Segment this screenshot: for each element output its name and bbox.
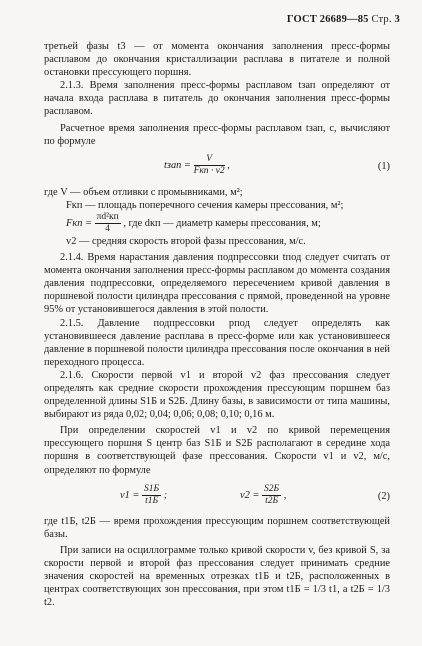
page-body — [44, 40, 390, 609]
formula-2-tail: , — [283, 489, 287, 501]
formula-1 — [44, 150, 390, 184]
formula-2-v2-fraction — [262, 484, 281, 507]
formula-2-second — [240, 484, 286, 507]
definition-speed: v2 — средняя скорость второй фазы прессования, м/с. — [66, 235, 306, 247]
formula-1-denominator: Fкп · v2 — [193, 165, 225, 176]
formula-2-v1-denominator: t1Б — [145, 495, 159, 506]
formula-2-v1-fraction — [142, 484, 161, 507]
paragraph-2-1-5: 2.1.5. Давление подпрессовки pпод следует определять как установившееся давление расплава в пресс-форме или как установившееся давление в поршневой полости цилиндра прессования после окончания в ней переходного процесса. — [44, 317, 390, 368]
page-header — [287, 14, 400, 25]
paragraph-2-1-3: 2.1.3. Время заполнения пресс-формы расплавом tзап определяют от начала входа расплава в питатель до окончания заполнения пресс-формы расплавом. — [44, 80, 390, 118]
formula-2-v2-lhs: v2 = — [240, 489, 260, 501]
area-formula-rest: , где dкп — диаметр камеры прессования, м; — [123, 217, 321, 229]
paragraph-oscillogram: При записи на осциллограмме только кривой скорости v, без кривой S, за скорости первой и второй фаз прессования следует принимать средние значения скоростей на временных отрезках t1Б и t2Б, расположенных в центрах соответствующих зон прессования, при этом t1Б = 1/3 t1, а t2Б = 1/3 t2. — [44, 544, 390, 609]
area-formula-numerator: πd²кп — [96, 211, 119, 222]
area-formula-lhs: Fкп = — [66, 217, 93, 229]
formula-2 — [44, 480, 390, 512]
definition-area: Fкп — площадь поперечного сечения камеры прессования, м²; — [66, 199, 344, 211]
paragraph-2-1-6: 2.1.6. Скорости первой v1 и второй v2 фаз прессования следует определять как средние скорости прохождения прессующим поршнем баз определенной длины S1Б и S2Б. Длину базы, в зависимости от типа машины, выбирают из ряда 0,02; 0,04; 0,06; 0,08; 0,10; 0,16 м. — [44, 369, 390, 421]
formula-2-v2-numerator: S2Б — [264, 483, 280, 494]
formula-1-lhs: tзап = — [164, 159, 191, 171]
formula-2-v2-denominator: t2Б — [265, 495, 279, 506]
formula-1-fraction — [194, 154, 225, 177]
formula-2-number: (2) — [377, 490, 390, 502]
definition-area-formula — [44, 212, 390, 235]
formula-1-numerator: V — [194, 154, 225, 166]
gost-number: 26689—85 — [319, 14, 369, 25]
paragraph-2-1-4: 2.1.4. Время нарастания давления подпрессовки tпод следует считать от момента окончания заполнения пресс-формы расплавом до момента создания давления подпрессовки, определяемого пересечением кривой давления в поршневой полости цилиндра прессования с прямой, проведенной на уровне 95% от установившегося давления в этой полости. — [44, 252, 390, 316]
formula-1-number: (1) — [377, 160, 390, 172]
area-formula-fraction — [95, 212, 121, 235]
paragraph-calc-time: Расчетное время заполнения пресс-формы расплавом tзап, с, вычисляют по формуле — [44, 122, 390, 147]
formula-1-tail: , — [227, 159, 230, 171]
page-number: 3 — [394, 14, 400, 25]
paragraph-1: третьей фазы t3 — от момента окончания заполнения пресс-формы расплавом до окончания кристаллизации расплава в питателе и полной остановки прессующего поршня. — [44, 41, 390, 79]
page-label: Стр. — [371, 14, 392, 25]
definition-base-time: где t1Б, t2Б — время прохождения прессующим поршнем соответствующей базы. — [44, 515, 390, 540]
formula-2-v1-numerator: S1Б — [144, 483, 160, 494]
definition-volume: где V — объем отливки с промывниками, м²; — [44, 186, 243, 198]
formula-2-v1-lhs: v1 = — [120, 489, 140, 501]
formula-1-expression — [164, 154, 230, 177]
paragraph-speed-determination: При определении скоростей v1 и v2 по кривой перемещения прессующего поршня S центр баз S1Б и S2Б располагают в середине хода поршня в соответствующей фазе прессования. Скорости v1 и v2, м/с, определяют по формуле — [44, 425, 390, 476]
gost-label: ГОСТ — [286, 14, 317, 25]
area-formula-denominator: 4 — [105, 223, 111, 234]
formula-2-separator: ; — [163, 489, 168, 501]
formula-2-first — [120, 484, 167, 507]
